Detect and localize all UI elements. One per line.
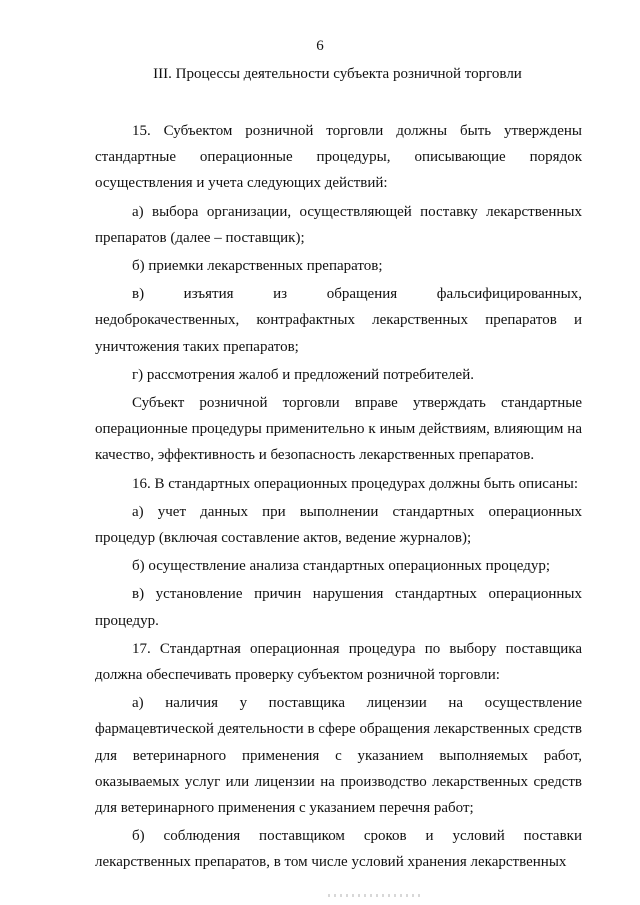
- list-item-16a: а) учет данных при выполнении стандартных операционных процедур (включая составление актов, ведение журналов);: [95, 503, 582, 547]
- paragraph-15-note: Субъект розничной торговли вправе утверждать стандартные операционные процедуры применительно к иным действиям, влияющим на качество, эффективность и безопасность лекарственных препаратов.: [95, 395, 582, 464]
- list-item-15v: в) изъятия из обращения фальсифицированных, недоброкачественных, контрафактных лекарственных препаратов и уничтожения таких препаратов;: [95, 286, 582, 355]
- list-item-15a: а) выбора организации, осуществляющей поставку лекарственных препаратов (далее – поставщик);: [95, 203, 582, 246]
- paragraph-15: 15. Субъектом розничной торговли должны быть утверждены стандартные операционные процедуры, описывающие порядок осуществления и учета следующих действий:: [95, 123, 582, 192]
- list-item-15g: г) рассмотрения жалоб и предложений потребителей.: [132, 366, 474, 383]
- list-item-16b: б) осуществление анализа стандартных операционных процедур;: [132, 558, 550, 575]
- scan-artifact: [328, 894, 424, 897]
- list-item-17a: а) наличия у поставщика лицензии на осуществление фармацевтической деятельности в сфере обращения лекарственных средств для ветеринарного применения с указанием выполняемых работ, оказываемых услуг или лицензии на производство лекарственных средств для ветеринарного применения с указанием перечня работ;: [95, 695, 582, 817]
- list-item-17b: б) соблюдения поставщиком сроков и условий поставки лекарственных препаратов, в том числе условий хранения лекарственных: [95, 828, 582, 871]
- list-item-15b: б) приемки лекарственных препаратов;: [132, 258, 383, 275]
- page-number: 6: [316, 38, 324, 54]
- list-item-16v: в) установление причин нарушения стандартных операционных процедур.: [95, 586, 582, 629]
- paragraph-16: 16. В стандартных операционных процедурах должны быть описаны:: [132, 475, 578, 492]
- paragraph-17: 17. Стандартная операционная процедура по выбору поставщика должна обеспечивать проверку субъектом розничной торговли:: [95, 640, 582, 684]
- section-title: III. Процессы деятельности субъекта розничной торговли: [153, 66, 522, 82]
- document-body: [95, 118, 582, 878]
